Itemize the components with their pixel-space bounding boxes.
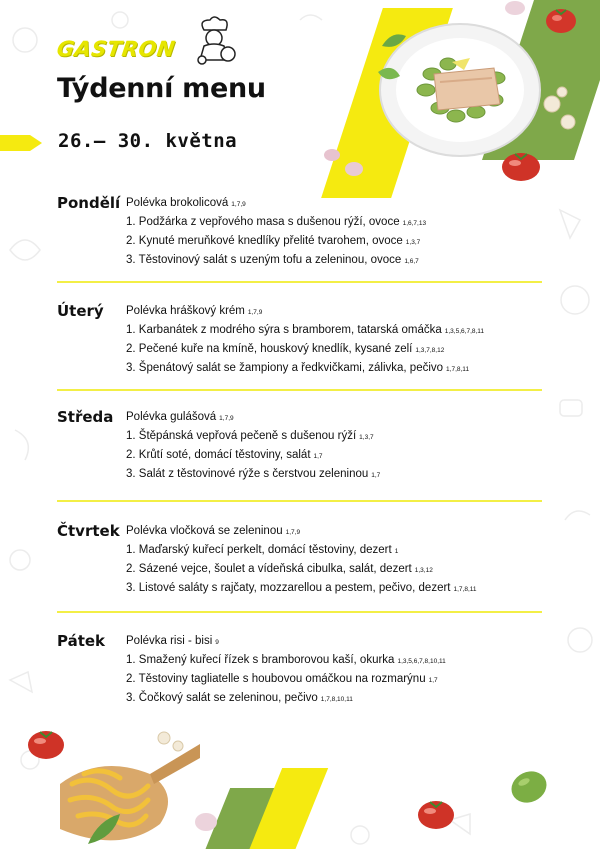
brand-logo: GASTRON [55, 37, 177, 61]
allergens: 1,7 [428, 677, 438, 684]
date-arrow-marker [0, 133, 44, 153]
garlic-icon [500, 0, 530, 18]
date-range: 26.– 30. května [58, 130, 238, 152]
section-divider [57, 389, 542, 391]
meal-line: 1. Štěpánská vepřová pečeně s dušenou rýží 1,3,7 [126, 430, 374, 442]
day-name: Úterý [57, 302, 104, 320]
day-name: Středa [57, 408, 114, 426]
allergens: 1,3,7 [405, 239, 421, 246]
meal-line: 1. Smažený kuřecí řízek s bramborovou kaší, okurka 1,3,5,6,7,8,10,11 [126, 654, 446, 666]
meal-line: 1. Karbanátek z modrého sýra s bramborem, tatarská omáčka 1,3,5,6,7,8,11 [126, 324, 485, 336]
meal-line: 3. Čočkový salát se zeleninou, pečivo 1,7,8,10,11 [126, 692, 353, 704]
page-title: Týdenní menu [57, 73, 266, 104]
allergens: 1,7,9 [247, 309, 263, 316]
meal-line: 2. Těstoviny tagliatelle s houbovou omáčkou na rozmarýnu 1,7 [126, 673, 438, 685]
meal-line: 3. Špenátový salát se žampiony a ředkvičkami, zálivka, pečivo 1,7,8,11 [126, 362, 470, 374]
meal-line: 3. Listové saláty s rajčaty, mozzarellou a pestem, pečivo, dezert 1,7,8,11 [126, 582, 477, 594]
allergens: 1,3,5,6,7,8,10,11 [397, 658, 446, 665]
allergens: 1,6,7 [404, 258, 419, 265]
allergens: 1 [394, 548, 399, 555]
day-name: Pátek [57, 632, 106, 650]
allergens: 1,7,9 [219, 415, 234, 422]
meal-line: 2. Kynuté meruňkové knedlíky přelité tvarohem, ovoce 1,3,7 [126, 235, 421, 247]
allergens: 1,3,12 [414, 567, 433, 574]
tomato-icon [416, 798, 456, 830]
day-name: Pondělí [57, 194, 121, 212]
day-name: Čtvrtek [57, 522, 120, 540]
meal-line: 2. Krůtí soté, domácí těstoviny, salát 1,7 [126, 449, 323, 461]
allergens: 1,7,8,11 [446, 366, 470, 373]
meal-line: 3. Těstovinový salát s uzeným tofu a zeleninou, ovoce 1,6,7 [126, 254, 419, 266]
allergens: 1,6,7,13 [402, 220, 427, 227]
section-divider [57, 500, 542, 502]
allergens: 1,7 [371, 472, 381, 479]
allergens: 1,7,8,11 [453, 586, 477, 593]
soup-line: Polévka gulášová 1,7,9 [126, 411, 234, 423]
section-divider [57, 281, 542, 283]
allergens: 9 [215, 639, 219, 646]
allergens: 1,3,7,8,12 [415, 347, 445, 354]
garlic-icon [318, 145, 366, 181]
meal-line: 1. Maďarský kuřecí perkelt, domácí těstoviny, dezert 1 [126, 544, 399, 556]
tomato-icon [544, 6, 578, 34]
allergens: 1,7 [313, 453, 323, 460]
soup-line: Polévka risi - bisi 9 [126, 635, 219, 647]
allergens: 1,7,9 [231, 201, 246, 208]
section-divider [57, 611, 542, 613]
garlic-icon [190, 808, 222, 836]
soup-line: Polévka hráškový krém 1,7,9 [126, 305, 263, 317]
meal-line: 1. Podžárka z vepřového masa s dušenou rýží, ovoce 1,6,7,13 [126, 216, 427, 228]
soup-line: Polévka vločková se zeleninou 1,7,9 [126, 525, 301, 537]
soup-line: Polévka brokolicová 1,7,9 [126, 197, 246, 209]
meal-line: 2. Sázené vejce, šoulet a vídeňská cibulka, salát, dezert 1,3,12 [126, 563, 433, 575]
tomato-icon [26, 728, 66, 760]
meal-line: 3. Salát z těstovinové rýže s čerstvou zeleninou 1,7 [126, 468, 381, 480]
allergens: 1,7,8,10,11 [320, 696, 353, 703]
herb-leaf-icon [84, 808, 124, 848]
allergens: 1,7,9 [285, 529, 301, 536]
allergens: 1,3,7 [359, 434, 374, 441]
tomato-icon [500, 150, 542, 182]
lime-icon [508, 766, 550, 806]
meal-line: 2. Pečené kuře na kmíně, houskový knedlík, kysané zelí 1,3,7,8,12 [126, 343, 445, 355]
chef-mascot-icon [190, 16, 238, 66]
allergens: 1,3,5,6,7,8,11 [444, 328, 485, 335]
